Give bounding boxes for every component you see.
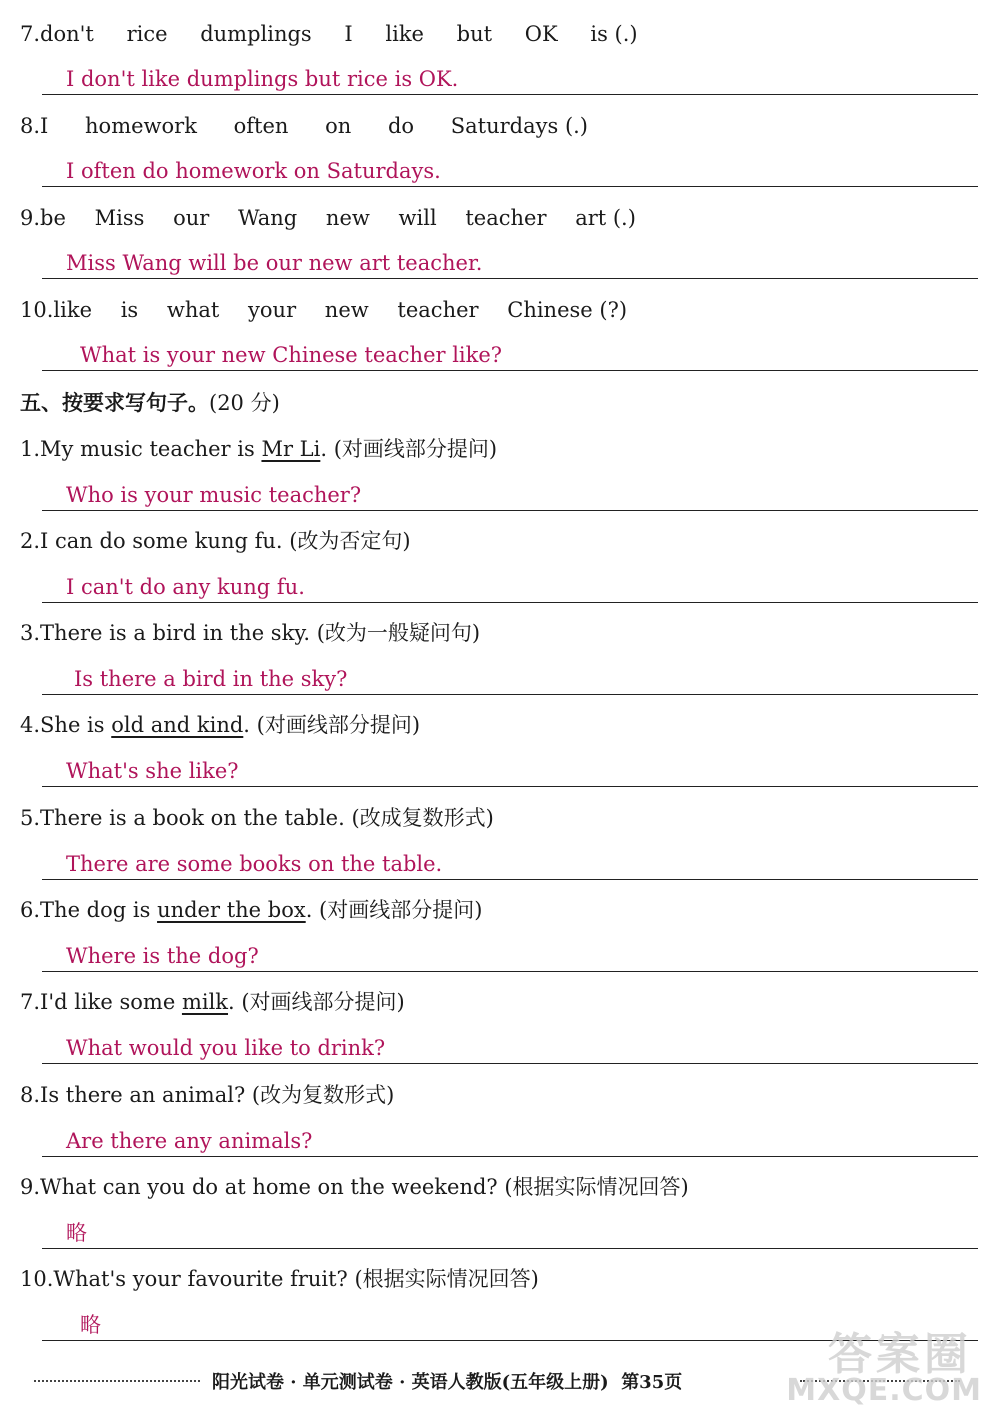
- answer-line-3[interactable]: [42, 660, 978, 695]
- rewrite-question-3: 3.There is a bird in the sky. (改为一般疑问句): [20, 621, 481, 645]
- watermark-logo: [786, 1318, 982, 1408]
- answer-line-2[interactable]: [42, 568, 978, 603]
- answer-text: Are there any animals?: [66, 1129, 313, 1153]
- page-number: 第35页: [621, 1372, 683, 1393]
- footer-text: 阳光试卷 · 单元测试卷 · 英语人教版(五年级上册) 第35页: [212, 1372, 683, 1393]
- underlined-part: milk: [181, 990, 229, 1014]
- answer-line-6[interactable]: [42, 937, 978, 972]
- rewrite-question-6: 6.The dog is under the box. (对画线部分提问): [20, 898, 483, 922]
- answer-text: Is there a bird in the sky?: [74, 667, 348, 691]
- question-7: 7.don't rice dumplings I like but OK is (.): [20, 22, 638, 46]
- answer-text: 略: [80, 1313, 101, 1337]
- rewrite-question-7: 7.I'd like some milk. (对画线部分提问): [20, 990, 405, 1014]
- answer-text: I can't do any kung fu.: [66, 575, 305, 599]
- answer-line-5[interactable]: [42, 845, 978, 880]
- footer-divider-left: [34, 1380, 200, 1382]
- answer-text: Who is your music teacher?: [66, 483, 362, 507]
- underlined-part: old and kind: [111, 713, 244, 737]
- watermark-url: MXQE.COM: [786, 1373, 982, 1408]
- answer-line-8b[interactable]: [42, 1122, 978, 1157]
- rewrite-question-4: 4.She is old and kind. (对画线部分提问): [20, 713, 421, 737]
- answer-line-4[interactable]: [42, 752, 978, 787]
- answer-line-1[interactable]: [42, 476, 978, 511]
- rewrite-question-10: 10.What's your favourite fruit? (根据实际情况回答): [20, 1267, 539, 1291]
- rewrite-question-1: 1.My music teacher is Mr Li. (对画线部分提问): [20, 437, 498, 461]
- question-8: 8.I homework often on do Saturdays (.): [20, 114, 588, 138]
- answer-text: What is your new Chinese teacher like?: [80, 343, 503, 367]
- answer-line-9[interactable]: [42, 244, 978, 279]
- section-title: 五、按要求写句子。(20 分): [20, 390, 280, 415]
- answer-line-10[interactable]: [42, 336, 978, 371]
- answer-text: Where is the dog?: [66, 944, 259, 968]
- answer-text: I often do homework on Saturdays.: [66, 159, 441, 183]
- answer-text: Miss Wang will be our new art teacher.: [66, 251, 483, 275]
- answer-line-9b[interactable]: [42, 1214, 978, 1249]
- question-9: 9.be Miss our Wang new will teacher art (.): [20, 206, 636, 230]
- underlined-part: under the box: [157, 898, 306, 922]
- underlined-part: Mr Li: [261, 437, 321, 461]
- answer-text: What's she like?: [66, 759, 239, 783]
- answer-line-7b[interactable]: [42, 1029, 978, 1064]
- rewrite-question-8: 8.Is there an animal? (改为复数形式): [20, 1083, 395, 1107]
- rewrite-question-5: 5.There is a book on the table. (改成复数形式): [20, 806, 494, 830]
- answer-text: I don't like dumplings but rice is OK.: [66, 67, 459, 91]
- answer-line-7[interactable]: [42, 60, 978, 95]
- answer-text: There are some books on the table.: [66, 852, 443, 876]
- rewrite-question-2: 2.I can do some kung fu. (改为否定句): [20, 529, 411, 553]
- rewrite-question-9: 9.What can you do at home on the weekend? (根据实际情况回答): [20, 1175, 689, 1199]
- watermark-logo-text: 答案圈: [828, 1329, 972, 1380]
- answer-text: What would you like to drink?: [66, 1036, 386, 1060]
- answer-line-8[interactable]: [42, 152, 978, 187]
- question-10: 10.like is what your new teacher Chinese (?): [20, 298, 628, 322]
- answer-text: 略: [66, 1221, 87, 1245]
